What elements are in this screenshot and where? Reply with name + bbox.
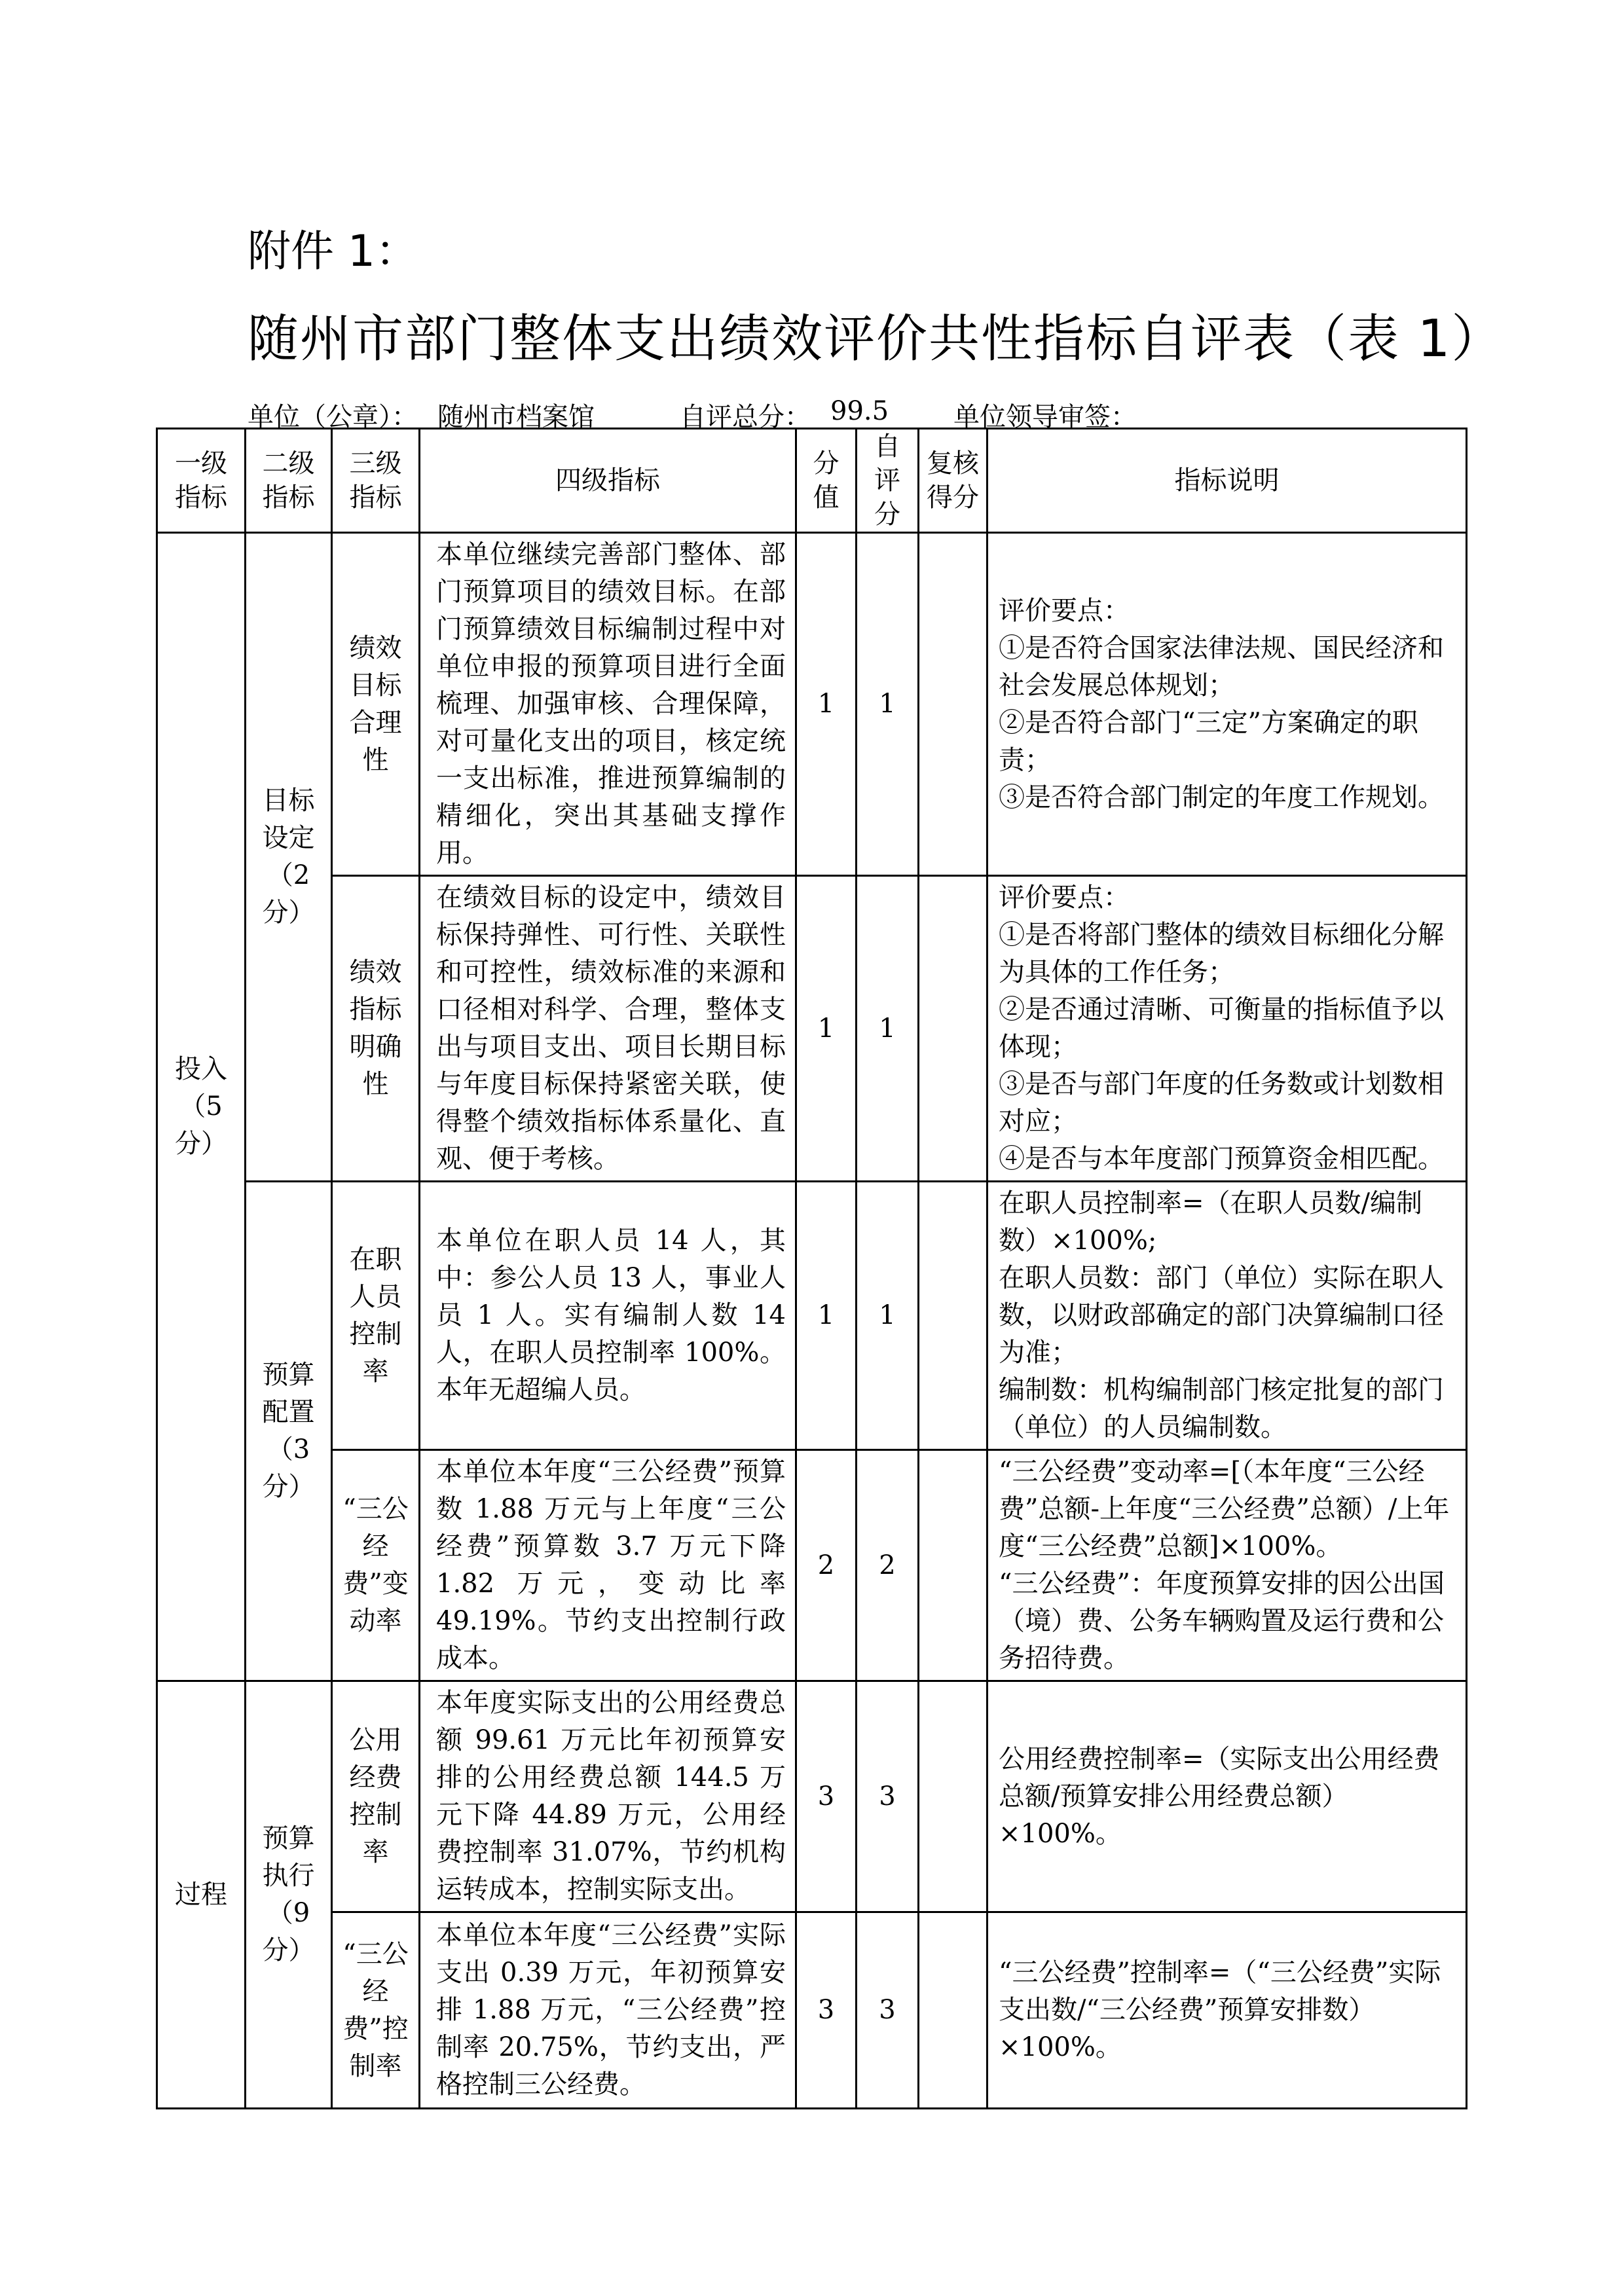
- score-cell: 3: [796, 1912, 857, 2109]
- header-level1: 一级指标: [157, 429, 246, 533]
- level4-cell: 本年度实际支出的公用经费总额 99.61 万元比年初预算安排的公用经费总额 144.5 万元下降 44.89 万元，公用经费控制率 31.07%，节约机构运转成本，控制实际支出。: [420, 1681, 796, 1912]
- level4-cell: 本单位本年度“三公经费”实际支出 0.39 万元，年初预算安排 1.88 万元，“三公经费”控制率 20.75%，节约支出，严格控制三公经费。: [420, 1912, 796, 2109]
- level3-cell: “三公经费”变动率: [332, 1450, 420, 1681]
- review-score-cell: [919, 1450, 987, 1681]
- note-line: “三公经费”变动率=[（本年度“三公经费”总额-上年度“三公经费”总额）/上年度“三公经费”总额]×100%。: [999, 1457, 1450, 1561]
- score-cell: 1: [796, 533, 857, 876]
- level3-cell: 绩效指标明确性: [332, 876, 420, 1182]
- subgroup-target: 目标设定（2分）: [246, 533, 332, 1182]
- table-row: [157, 1681, 1467, 1912]
- evaluation-table: [156, 428, 1467, 2109]
- self-score-cell: 1: [857, 876, 919, 1182]
- note-line: ③是否符合部门制定的年度工作规划。: [999, 782, 1444, 812]
- page-title: 随州市部门整体支出绩效评价共性指标自评表（表 1）: [248, 310, 1504, 369]
- note-line: ③是否与部门年度的任务数或计划数相对应；: [999, 1069, 1444, 1137]
- note-line: ①是否符合国家法律法规、国民经济和社会发展总体规划；: [999, 632, 1444, 701]
- header-row: [157, 429, 1467, 533]
- note-line: “三公经费”：年度预算安排的因公出国（境）费、公务车辆购置及运行费和公务招待费。: [999, 1569, 1445, 1673]
- level4-cell: 在绩效目标的设定中，绩效目标保持弹性、可行性、关联性和可控性，绩效标准的来源和口径相对科学、合理，整体支出与项目支出、项目长期目标与年度目标保持紧密关联，使得整个绩效指标体系量化、直观、便于考核。: [420, 876, 796, 1182]
- note-line: ④是否与本年度部门预算资金相匹配。: [999, 1144, 1444, 1174]
- subgroup-execution: 预算执行（9分）: [246, 1681, 332, 2109]
- table-row: [157, 1912, 1467, 2109]
- review-score-cell: [919, 1182, 987, 1450]
- score-label: 自评总分：: [680, 402, 811, 432]
- leader-label: 单位领导审签：: [953, 402, 1137, 432]
- table-row: [157, 1182, 1467, 1450]
- level3-cell: 绩效目标合理性: [332, 533, 420, 876]
- note-cell: [987, 1182, 1467, 1450]
- self-score-cell: 3: [857, 1681, 919, 1912]
- unit-value: 随州市档案馆: [437, 402, 595, 432]
- level3-cell: 在职人员控制率: [332, 1182, 420, 1450]
- note-cell: [987, 876, 1467, 1182]
- review-score-cell: [919, 876, 987, 1182]
- table-row: [157, 533, 1467, 876]
- unit-label: 单位（公章）：: [248, 402, 418, 432]
- self-score-cell: 3: [857, 1912, 919, 2109]
- table-row: [157, 1450, 1467, 1681]
- level4-cell: 本单位本年度“三公经费”预算数 1.88 万元与上年度“三公经费”预算数 3.7 万元下降 1.82 万元，变动比率 49.19%。节约支出控制行政成本。: [420, 1450, 796, 1681]
- note-cell: [987, 533, 1467, 876]
- score-cell: 2: [796, 1450, 857, 1681]
- header-level2: 二级指标: [246, 429, 332, 533]
- attachment-label: 附件 1：: [248, 226, 418, 276]
- header-note: 指标说明: [987, 429, 1467, 533]
- note-cell: [987, 1912, 1467, 2109]
- note-line: ①是否将部门整体的绩效目标细化分解为具体的工作任务；: [999, 920, 1444, 987]
- self-score-cell: 1: [857, 1182, 919, 1450]
- subgroup-config: 预算配置（3分）: [246, 1182, 332, 1681]
- note-line: 评价要点：: [999, 595, 1130, 626]
- level3-cell: 公用经费控制率: [332, 1681, 420, 1912]
- note-line: 在职人员数：部门（单位）实际在职人数，以财政部确定的部门决算编制口径为准；: [999, 1263, 1444, 1368]
- note-line: 在职人员控制率=（在职人员数/编制数）×100%;: [999, 1188, 1422, 1256]
- note-line: ②是否符合部门“三定”方案确定的职责；: [999, 707, 1418, 775]
- score-cell: 3: [796, 1681, 857, 1912]
- self-score-cell: 1: [857, 533, 919, 876]
- header-level4: 四级指标: [420, 429, 796, 533]
- note-line: “三公经费”控制率=（“三公经费”实际支出数/“三公经费”预算安排数）×100%。: [999, 1958, 1441, 2062]
- header-level3: 三级指标: [332, 429, 420, 533]
- header-review-score: 复核得分: [919, 429, 987, 533]
- note-line: 编制数：机构编制部门核定批复的部门（单位）的人员编制数。: [999, 1375, 1444, 1442]
- note-line: 评价要点：: [999, 883, 1130, 913]
- self-score-cell: 2: [857, 1450, 919, 1681]
- note-cell: [987, 1450, 1467, 1681]
- level4-cell: 本单位继续完善部门整体、部门预算项目的绩效目标。在部门预算绩效目标编制过程中对单位申报的预算项目进行全面梳理、加强审核、合理保障，对可量化支出的项目，核定统一支出标准，推进预算编制的精细化，突出其基础支撑作用。: [420, 533, 796, 876]
- header-score: 分值: [796, 429, 857, 533]
- score-cell: 1: [796, 1182, 857, 1450]
- level4-cell: 本单位在职人员 14 人，其中：参公人员 13 人，事业人员 1 人。实有编制人数 14 人，在职人员控制率 100%。本年无超编人员。: [420, 1182, 796, 1450]
- header-self-score: 自评分: [857, 429, 919, 533]
- score-cell: 1: [796, 876, 857, 1182]
- level3-cell: “三公经费”控制率: [332, 1912, 420, 2109]
- note-line: 公用经费控制率=（实际支出公用经费总额/预算安排公用经费总额）×100%。: [999, 1743, 1440, 1849]
- note-cell: [987, 1681, 1467, 1912]
- table-row: [157, 876, 1467, 1182]
- group-process: 过程: [157, 1681, 246, 2109]
- note-line: ②是否通过清晰、可衡量的指标值予以体现；: [999, 994, 1444, 1062]
- group-input: 投入（5分）: [157, 533, 246, 1681]
- review-score-cell: [919, 533, 987, 876]
- score-value: 99.5: [830, 396, 889, 426]
- review-score-cell: [919, 1681, 987, 1912]
- review-score-cell: [919, 1912, 987, 2109]
